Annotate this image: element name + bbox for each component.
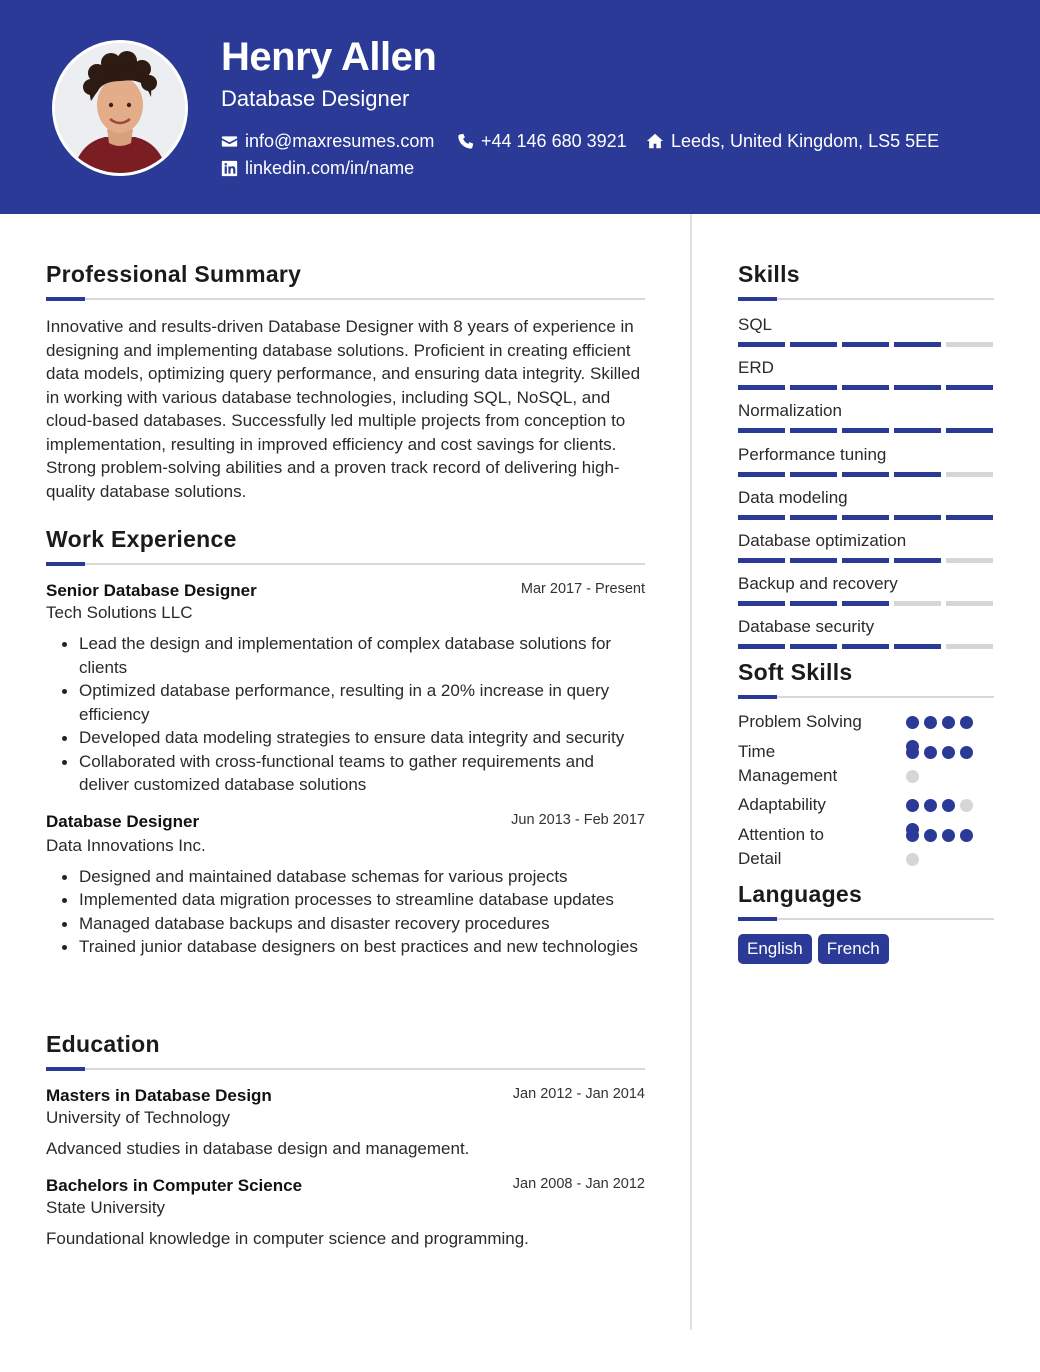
education-entry: [46, 1175, 645, 1250]
skill-level-bar: [738, 515, 993, 520]
skills-heading: Skills: [738, 261, 800, 287]
rating-dot: [924, 716, 937, 729]
section-rule: [46, 563, 645, 565]
skill-level-segment: [894, 342, 941, 347]
section-rule: [738, 298, 994, 300]
skill-level-segment: [894, 472, 941, 477]
skill-level-segment: [790, 385, 837, 390]
skill-level-bar: [738, 601, 993, 606]
skill-level-segment: [894, 428, 941, 433]
phone-text: +44 146 680 3921: [481, 131, 627, 151]
skill-level-segment: [738, 472, 785, 477]
skill-item: [738, 616, 994, 659]
rating-dot: [906, 799, 919, 812]
skill-level-bar: [738, 428, 993, 433]
job-bullets: [46, 865, 645, 959]
rating-dot: [942, 716, 955, 729]
skill-level-segment: [842, 385, 889, 390]
job-title: Senior Database Designer: [46, 581, 257, 600]
rating-dot: [906, 853, 919, 866]
job-bullet: Trained junior database designers on best practices and new technologies: [79, 935, 645, 959]
skill-level-bar: [738, 558, 993, 563]
education-date: Jan 2012 - Jan 2014: [512, 1086, 645, 1102]
contact-email[interactable]: [221, 130, 434, 152]
rating-dot: [924, 799, 937, 812]
degree-title: Bachelors in Computer Science: [46, 1176, 303, 1195]
school-name: University of Technology: [46, 1108, 230, 1127]
languages-section: [738, 880, 994, 964]
rating-dot: [960, 829, 973, 842]
skill-name: Data modeling: [738, 487, 848, 507]
skill-level-segment: [790, 342, 837, 347]
section-rule: [46, 1068, 645, 1070]
skill-item: [738, 573, 994, 616]
profile-photo: [52, 40, 188, 176]
section-rule: [738, 918, 994, 920]
skill-level-segment: [842, 428, 889, 433]
rating-dot: [924, 829, 937, 842]
soft-skill-name: Time Management: [738, 742, 838, 785]
job-company: Data Innovations Inc.: [46, 835, 206, 855]
skill-level-segment: [842, 515, 889, 520]
skill-level-segment: [790, 558, 837, 563]
skill-level-segment: [946, 385, 993, 390]
school-name: State University: [46, 1198, 166, 1217]
soft-skills-section: [738, 658, 994, 876]
soft-skill-name: Problem Solving: [738, 712, 862, 731]
soft-skill-name: Attention to Detail: [738, 825, 825, 868]
soft-skills-list: [738, 710, 994, 876]
skill-item: [738, 314, 994, 357]
skill-level-segment: [738, 342, 785, 347]
email-text: info@maxresumes.com: [245, 131, 435, 151]
resume-header: [0, 0, 1040, 214]
location-text: Leeds, United Kingdom, LS5 5EE: [671, 131, 940, 151]
skill-level-segment: [842, 342, 889, 347]
section-rule: [46, 298, 645, 300]
phone-icon: [457, 133, 474, 150]
rating-dot: [960, 746, 973, 759]
soft-skill-item: [738, 793, 994, 823]
skill-level-bar: [738, 644, 993, 649]
section-rule: [738, 696, 994, 698]
job-date: Jun 2013 - Feb 2017: [511, 811, 645, 828]
skill-level-segment: [946, 428, 993, 433]
skill-name: Database optimization: [738, 530, 907, 550]
skill-level-bar: [738, 342, 993, 347]
job-bullet: Collaborated with cross-functional teams to gather requirements and deliver customized database solutions: [79, 750, 645, 797]
skill-level-bar: [738, 385, 993, 390]
education-description: Foundational knowledge in computer science and programming.: [46, 1229, 529, 1248]
skills-list: [738, 314, 994, 660]
skill-level-segment: [738, 644, 785, 649]
contact-linkedin[interactable]: [221, 157, 414, 179]
skill-name: Database security: [738, 617, 875, 637]
rating-dot: [906, 716, 919, 729]
skill-level-segment: [842, 601, 889, 606]
skill-item: [738, 400, 994, 443]
experience-heading: Work Experience: [46, 526, 237, 552]
job-bullet: Lead the design and implementation of complex database solutions for clients: [79, 632, 645, 679]
rating-dot: [906, 746, 919, 759]
skill-level-segment: [842, 644, 889, 649]
job-title: Database Designer: [46, 811, 200, 831]
rating-dot: [942, 799, 955, 812]
job-bullet: Managed database backups and disaster recovery procedures: [79, 912, 645, 936]
skill-item: [738, 487, 994, 530]
soft-skill-item: [738, 710, 994, 740]
job-bullet: Implemented data migration processes to streamline database updates: [79, 888, 645, 912]
skill-level-bar: [738, 472, 993, 477]
skill-name: Performance tuning: [738, 444, 887, 464]
skill-level-segment: [790, 644, 837, 649]
summary-heading: Professional Summary: [46, 261, 302, 287]
skill-level-segment: [946, 601, 993, 606]
skill-level-segment: [738, 385, 785, 390]
skill-level-segment: [894, 515, 941, 520]
skill-level-segment: [738, 515, 785, 520]
skill-name: ERD: [738, 358, 774, 378]
skill-level-segment: [894, 558, 941, 563]
job-bullet: Optimized database performance, resulting in a 20% increase in query efficiency: [79, 679, 645, 726]
skill-level-segment: [946, 558, 993, 563]
skill-level-segment: [946, 342, 993, 347]
rating-dot: [924, 746, 937, 759]
skill-name: SQL: [738, 315, 773, 334]
job-entry: [46, 811, 645, 959]
home-icon: [646, 132, 664, 150]
skill-level-segment: [790, 515, 837, 520]
skill-level-segment: [894, 601, 941, 606]
skill-level-segment: [790, 472, 837, 477]
job-entry: [46, 580, 645, 797]
skill-level-segment: [894, 385, 941, 390]
skill-level-segment: [894, 644, 941, 649]
soft-skill-item: [738, 740, 994, 793]
rating-dot: [906, 770, 919, 783]
job-bullets: [46, 632, 645, 797]
skill-level-segment: [842, 558, 889, 563]
contact-phone[interactable]: [457, 130, 627, 152]
summary-text: Innovative and results-driven Database Designer with 8 years of experience in designing and implementing database solutions. Proficient in creating efficient data models, optimizing query performance, and ensuring data integrity. Skilled in working with various database technologies, including SQL, NoSQL, and cloud-based databases. Successfully led multiple projects from conception to implementation, resulting in improved efficiency and cost savings for clients. Strong problem-solving abilities and a proven track record of delivering high-quality database solutions.: [46, 317, 641, 501]
skill-level-segment: [946, 472, 993, 477]
languages-heading: Languages: [738, 881, 863, 907]
skill-level-segment: [738, 601, 785, 606]
language-chip: French: [818, 934, 889, 964]
soft-skill-item: [738, 823, 994, 876]
job-bullet: Designed and maintained database schemas for various projects: [79, 865, 645, 889]
contact-location: [646, 130, 939, 152]
skill-level-segment: [738, 558, 785, 563]
column-divider: [690, 214, 692, 1330]
linkedin-icon: [221, 160, 238, 177]
experience-section: [46, 525, 645, 959]
skill-name: Backup and recovery: [738, 574, 898, 594]
summary-section: [46, 260, 645, 503]
rating-dot: [906, 829, 919, 842]
soft-skill-name: Adaptability: [738, 795, 826, 814]
skill-item: [738, 530, 994, 573]
soft-skills-heading: Soft Skills: [738, 659, 853, 685]
rating-dot: [942, 746, 955, 759]
education-section: [46, 1030, 645, 1250]
skills-section: [738, 260, 994, 660]
job-company: Tech Solutions LLC: [46, 603, 193, 622]
skill-level-segment: [946, 515, 993, 520]
job-date: Mar 2017 - Present: [520, 581, 645, 597]
rating-dot: [942, 829, 955, 842]
candidate-title: Database Designer: [221, 86, 410, 111]
skill-level-segment: [790, 601, 837, 606]
avatar-portrait-icon: [55, 43, 185, 173]
candidate-name: Henry Allen: [221, 35, 437, 79]
education-entry: [46, 1085, 645, 1160]
skill-level-segment: [946, 644, 993, 649]
degree-title: Masters in Database Design: [46, 1086, 272, 1105]
skill-level-segment: [842, 472, 889, 477]
education-description: Advanced studies in database design and management.: [46, 1139, 470, 1158]
rating-dot: [960, 716, 973, 729]
skill-name: Normalization: [738, 401, 842, 421]
skill-level-segment: [790, 428, 837, 433]
education-date: Jan 2008 - Jan 2012: [512, 1176, 645, 1192]
skill-level-segment: [738, 428, 785, 433]
linkedin-text: linkedin.com/in/name: [245, 158, 415, 178]
rating-dot: [960, 799, 973, 812]
skill-item: [738, 444, 994, 487]
job-bullet: Developed data modeling strategies to ensure data integrity and security: [79, 726, 645, 750]
education-heading: Education: [46, 1031, 160, 1057]
languages-list: [738, 934, 994, 964]
envelope-icon: [221, 133, 238, 150]
language-chip: English: [738, 934, 812, 964]
skill-item: [738, 357, 994, 400]
